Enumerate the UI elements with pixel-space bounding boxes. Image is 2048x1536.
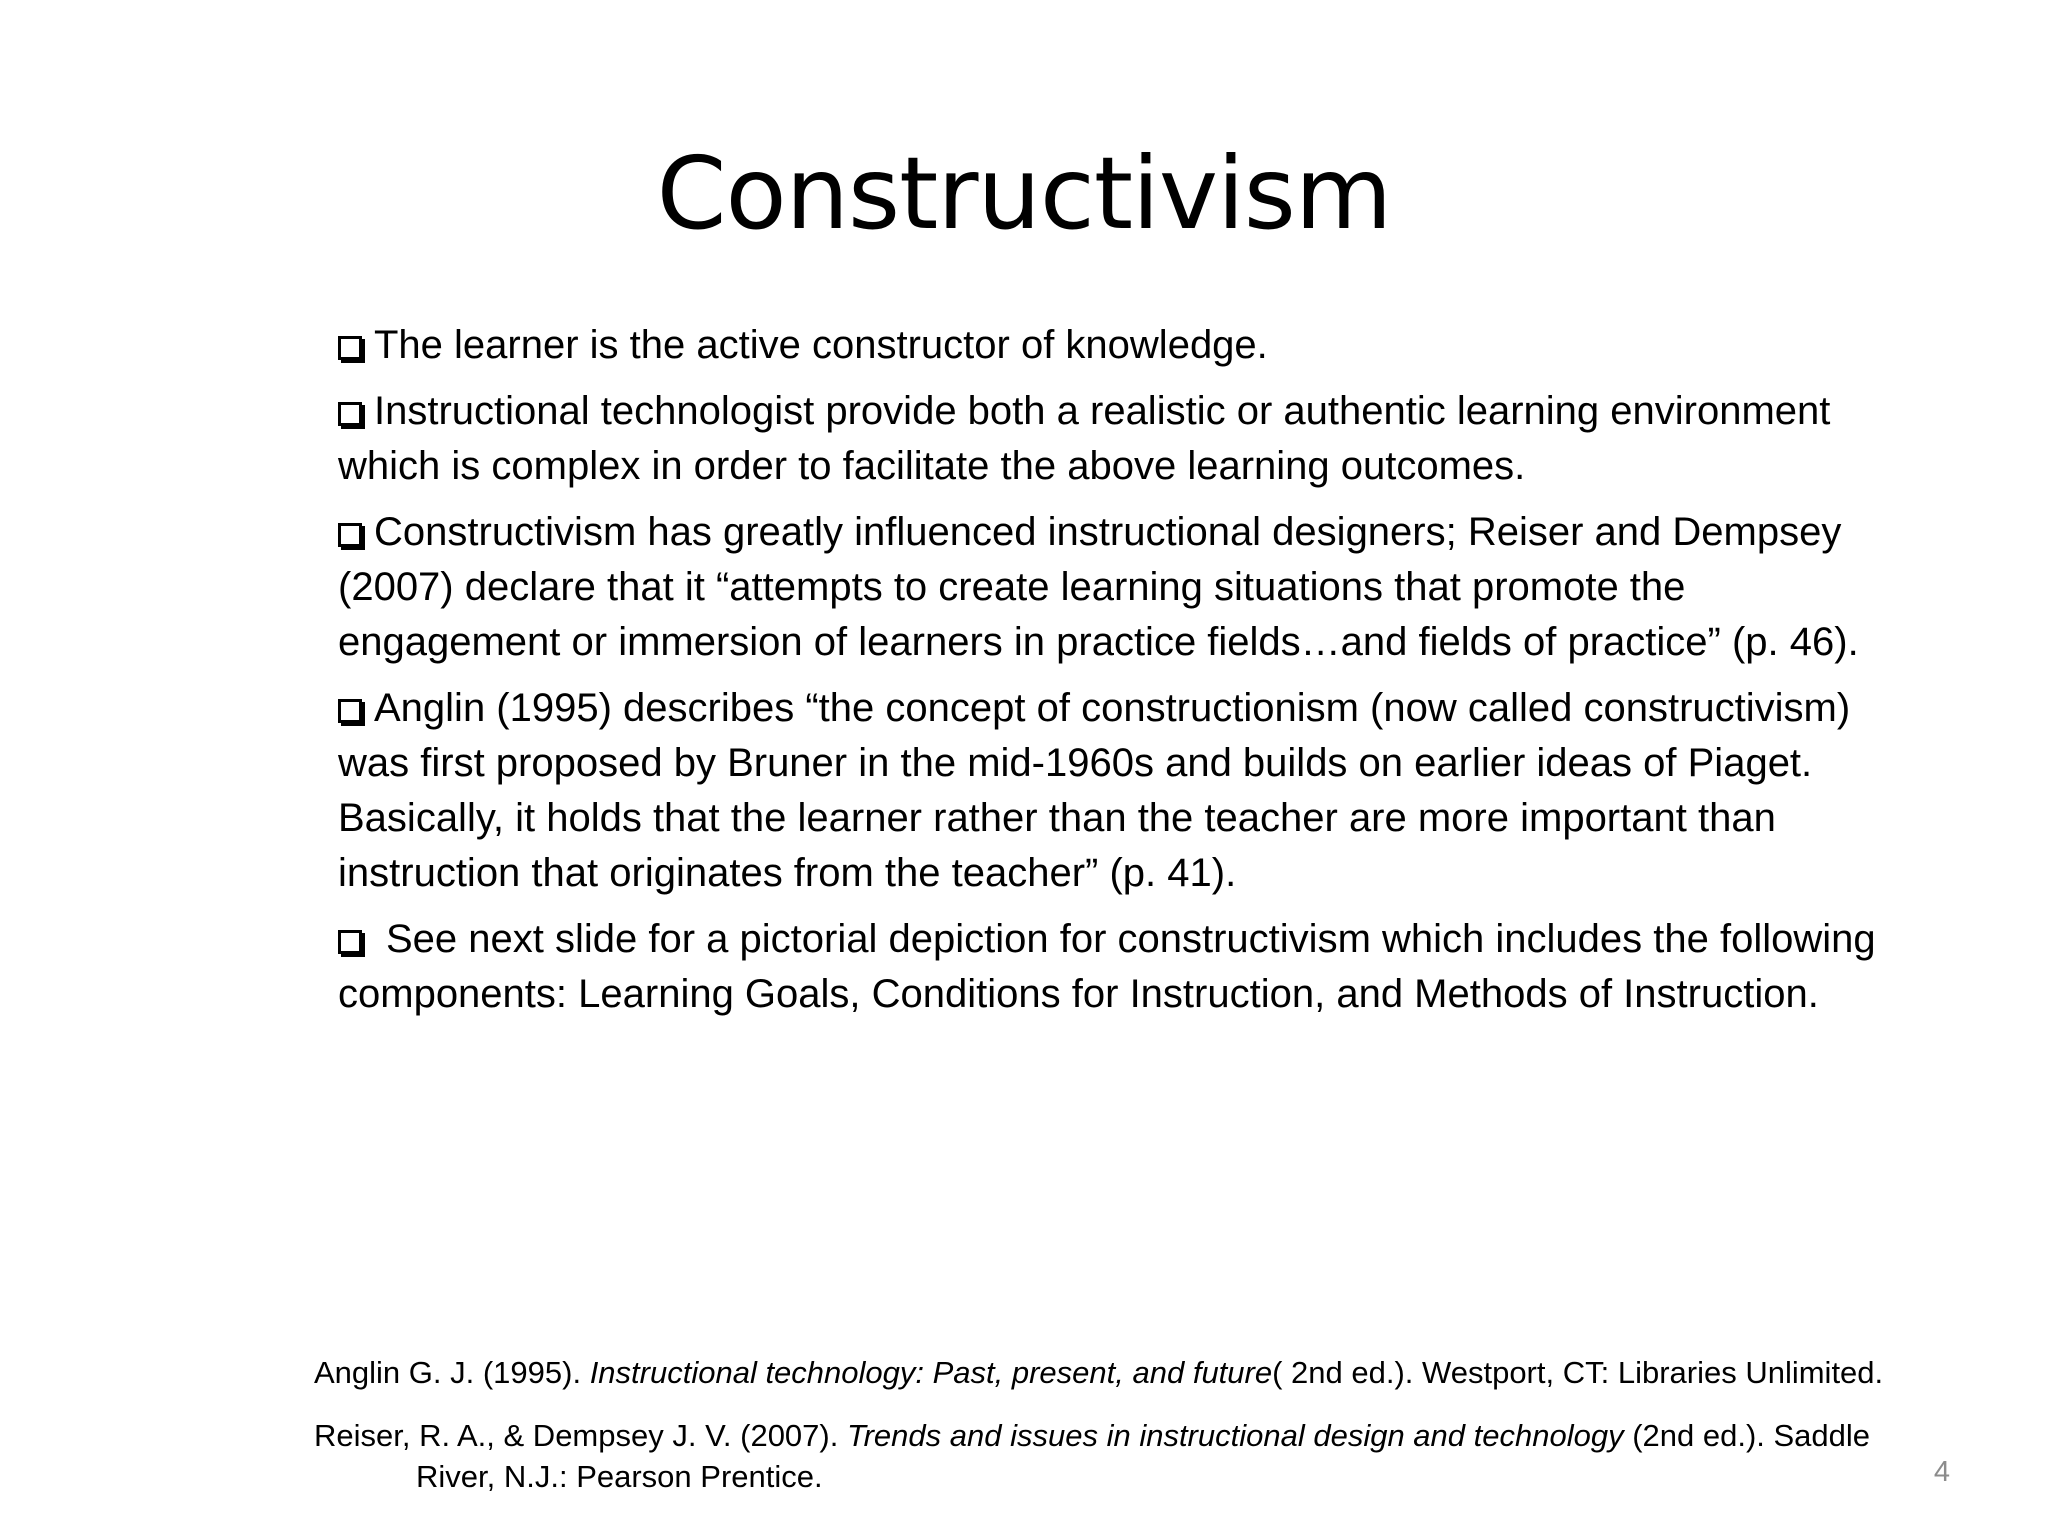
reference-author: Reiser, R. A., & Dempsey J. V. (2007). [314,1418,847,1453]
reference-title: Instructional technology: Past, present, and future [589,1355,1273,1390]
reference-item [314,1415,1904,1497]
bullet-list [338,318,1898,1033]
bullet-item [338,681,1898,901]
reference-author: Anglin G. J. (1995). [314,1355,590,1390]
checkbox-bullet-icon [338,699,362,723]
reference-publisher: ( 2nd ed.). Westport, CT: Libraries Unlimited. [1272,1355,1884,1390]
reference-item [314,1352,1904,1393]
checkbox-bullet-icon [338,402,362,426]
checkbox-bullet-icon [338,336,362,360]
checkbox-bullet-icon [338,930,362,954]
page-number: 4 [1933,1456,1950,1488]
slide-title: Constructivism [656,135,1392,252]
bullet-item [338,384,1898,494]
bullet-text: Instructional technologist provide both a realistic or authentic learning environment which is complex in order to facilitate the above learning outcomes. [338,389,1831,488]
bullet-text: See next slide for a pictorial depiction for constructivism which includes the following components: Learning Goals, Conditions for Instruction, and Methods of Instruction. [338,917,1876,1016]
bullet-item [338,912,1898,1022]
reference-title: Trends and issues in instructional design and technology [846,1418,1624,1453]
bullet-text: Constructivism has greatly influenced instructional designers; Reiser and Dempsey (2007) declare that it “attempts to create learning situations that promote the engagement or immersion of learners in practice fields…and fields of practice” (p. 46). [338,510,1859,664]
bullet-text: The learner is the active constructor of knowledge. [374,323,1268,367]
bullet-text: Anglin (1995) describes “the concept of constructionism (now called constructivism) was first proposed by Bruner in the mid-1960s and builds on earlier ideas of Piaget. Basically, it holds that the learner rather than the teacher are more important than instruction that originates from the teacher” (p. 41). [338,686,1851,895]
bullet-item [338,318,1898,373]
references [314,1352,1904,1519]
bullet-item [338,505,1898,670]
checkbox-bullet-icon [338,523,362,547]
reference-publisher: (2nd ed.). Saddle River, N.J.: Pearson Prentice. [416,1418,1871,1494]
